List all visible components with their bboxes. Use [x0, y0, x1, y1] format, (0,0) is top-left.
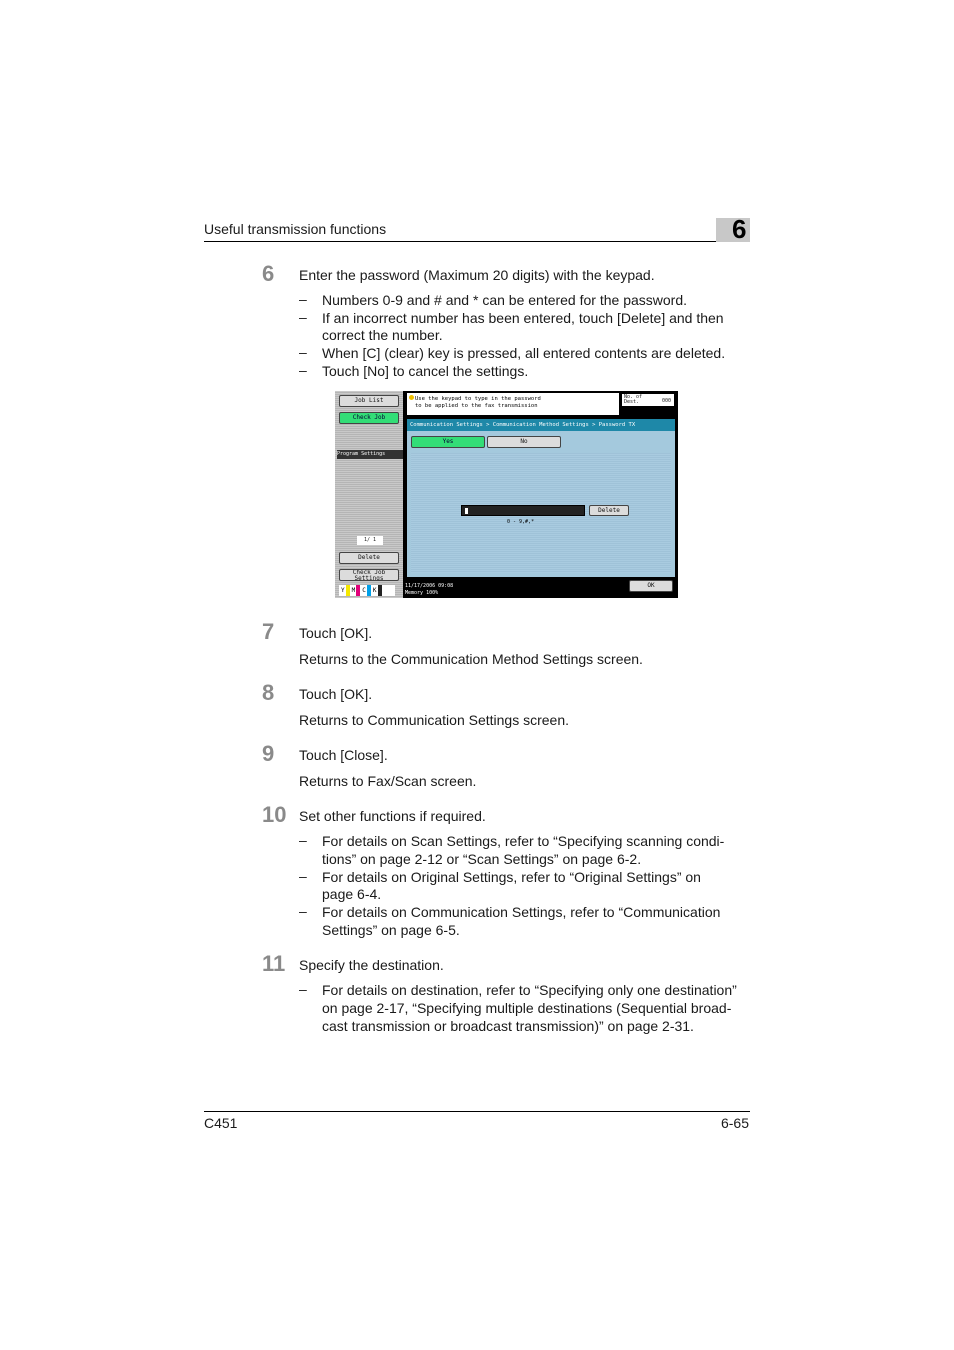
bullet-text: Numbers 0-9 and # and * can be entered for the password. — [322, 292, 687, 308]
bullet-text: For details on Communication Settings, refer to “Communication — [322, 904, 721, 920]
date-time: 11/17/2006 09:08 — [405, 583, 454, 589]
password-input[interactable] — [461, 505, 585, 516]
bullet-text: For details on destination, refer to “Specifying only one destination” — [322, 982, 737, 998]
bullet-text: on page 2-17, “Specifying multiple destinations (Sequential broad- — [322, 1000, 732, 1016]
dest-counter-label: No. of Dest. — [624, 394, 643, 405]
step-text: Specify the destination. — [299, 957, 444, 973]
step-text: Touch [OK]. — [299, 686, 373, 702]
step-number: 7 — [262, 619, 275, 644]
lightbulb-icon — [409, 395, 414, 400]
dest-counter — [621, 393, 675, 407]
step-number: 8 — [262, 680, 275, 705]
bullet-dash: – — [299, 832, 307, 848]
message-line-2: to be applied to the fax transmission — [415, 403, 538, 409]
bullet-text: For details on Original Settings, refer to “Original Settings” on — [322, 869, 701, 885]
step-number: 10 — [262, 802, 287, 827]
cursor-icon — [465, 508, 468, 514]
step-result: Returns to the Communication Method Settings screen. — [299, 651, 643, 667]
message-line-1: Use the keypad to type in the password — [415, 396, 541, 402]
bullet-text: If an incorrect number has been entered, touch [Delete] and then — [322, 310, 724, 326]
bullet-dash: – — [299, 868, 307, 884]
breadcrumb: Communication Settings > Communication Method Settings > Password TX — [407, 419, 675, 431]
dest-counter-value: 000 — [661, 398, 671, 404]
bullet-dash: – — [299, 309, 307, 325]
ok-button[interactable]: OK — [629, 580, 673, 592]
header-rule — [204, 241, 750, 242]
toner-magenta: M — [352, 585, 361, 596]
footer-page-number: 6-65 — [720, 1115, 749, 1131]
step-result: Returns to Communication Settings screen. — [299, 712, 570, 728]
delete-job-button[interactable]: Delete — [339, 552, 399, 564]
running-header: Useful transmission functions — [204, 221, 387, 237]
step-text: Set other functions if required. — [299, 808, 486, 824]
bullet-dash: – — [299, 362, 307, 378]
bullet-text: correct the number. — [322, 327, 443, 343]
input-hint: 0 - 9,#,* — [507, 519, 535, 525]
step-text: Enter the password (Maximum 20 digits) with the keypad. — [299, 267, 655, 283]
check-job-settings-button[interactable]: Check Job Settings — [339, 569, 399, 581]
message-area — [407, 393, 619, 415]
step-number: 6 — [262, 261, 275, 286]
step-number: 11 — [262, 951, 286, 976]
step-text: Touch [Close]. — [299, 747, 388, 763]
toner-yellow: Y — [341, 585, 350, 596]
bullet-text: cast transmission or broadcast transmission)” on page 2-31. — [322, 1018, 694, 1034]
footer-model: C451 — [204, 1115, 238, 1131]
yes-button[interactable]: Yes — [411, 436, 485, 448]
page-counter: 1/ 1 — [357, 536, 383, 545]
chapter-number: 6 — [732, 214, 747, 244]
device-screenshot — [335, 391, 678, 598]
footer-rule — [204, 1111, 750, 1112]
bullet-dash: – — [299, 981, 307, 997]
step-result: Returns to Fax/Scan screen. — [299, 773, 477, 789]
bullet-text: Touch [No] to cancel the settings. — [322, 363, 529, 379]
toner-indicator — [339, 585, 395, 596]
program-settings-label: Program Settings — [337, 450, 403, 459]
bullet-text: When [C] (clear) key is pressed, all entered contents are deleted. — [322, 345, 726, 361]
delete-button[interactable]: Delete — [589, 505, 629, 516]
bullet-dash: – — [299, 344, 307, 360]
check-job-button[interactable]: Check Job — [339, 412, 399, 424]
bullet-text: For details on Scan Settings, refer to “Specifying scanning condi- — [322, 833, 725, 849]
bullet-dash: – — [299, 903, 307, 919]
toner-cyan: C — [362, 585, 371, 596]
bullet-text: tions” on page 2-12 or “Scan Settings” on page 6-2. — [322, 851, 642, 867]
step-number: 9 — [262, 741, 275, 766]
bullet-text: page 6-4. — [322, 886, 382, 902]
step-text: Touch [OK]. — [299, 625, 373, 641]
bullet-dash: – — [299, 291, 307, 307]
toner-black: K — [373, 585, 382, 596]
memory-status: Memory 100% — [405, 590, 439, 596]
bullet-text: Settings” on page 6-5. — [322, 922, 460, 938]
job-list-button[interactable]: Job List — [339, 395, 399, 407]
no-button[interactable]: No — [487, 436, 561, 448]
